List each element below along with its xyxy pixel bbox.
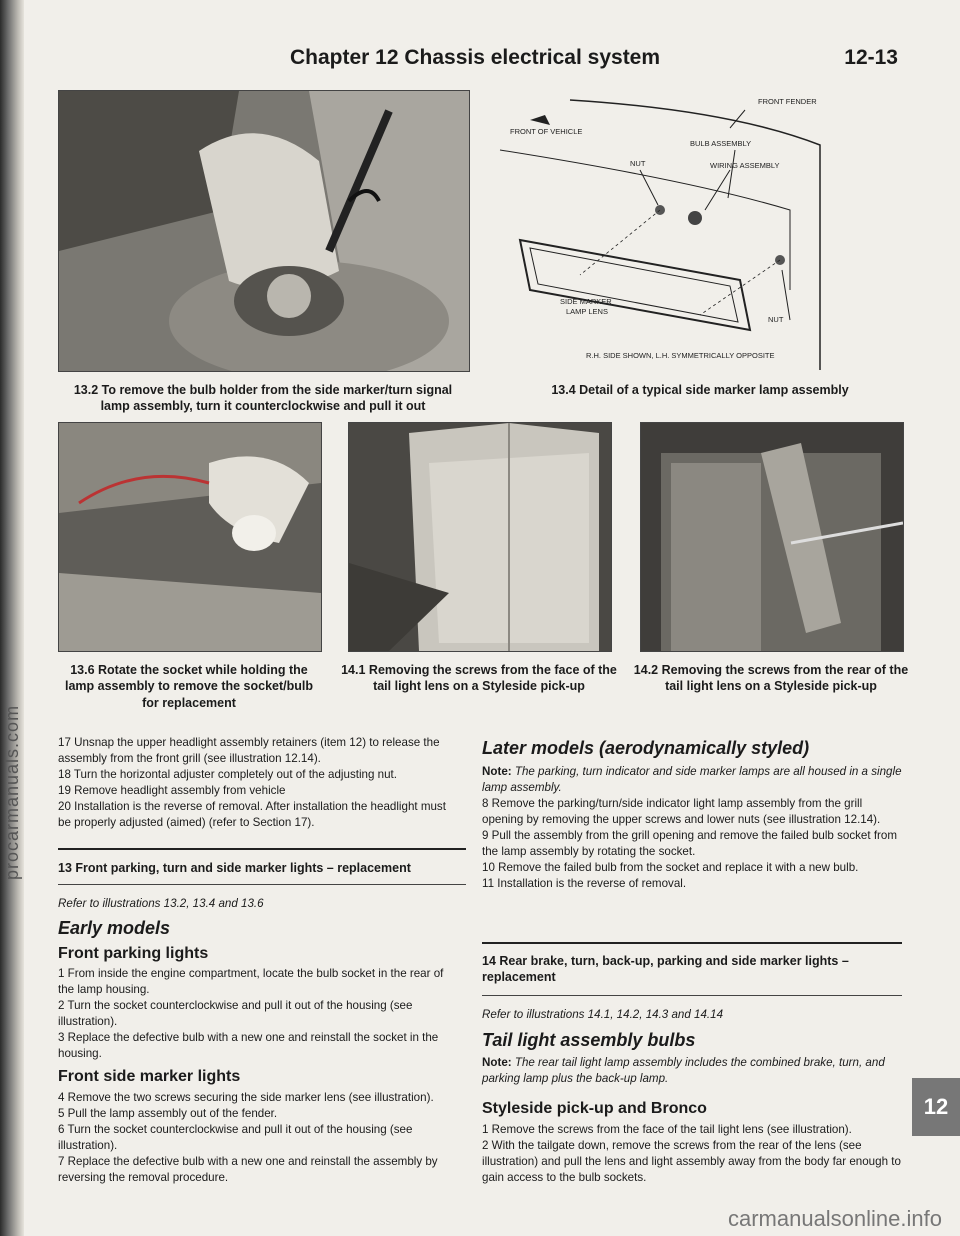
para-r2: 2 With the tailgate down, remove the screws from the rear of the lens (see illustration) and pull the lens and light assembly away from the body far enough to gain access to the bulb sockets. <box>482 1138 901 1184</box>
para-7: 7 Replace the defective bulb with a new one and reinstall the assembly by reversing the removal procedure. <box>58 1154 438 1184</box>
label-front-of-vehicle: FRONT OF VEHICLE <box>510 127 583 136</box>
para-10: 10 Remove the failed bulb from the socket and replace it with a new bulb. <box>482 860 859 874</box>
para-19: 19 Remove headlight assembly from vehicle <box>58 783 286 797</box>
page-header <box>290 42 910 82</box>
label-nut-top: NUT <box>630 159 646 168</box>
page-number: 12-13 <box>844 46 898 69</box>
para-4: 4 Remove the two screws securing the side marker lens (see illustration). <box>58 1091 434 1104</box>
section-14-title: 14 Rear brake, turn, back-up, parking and side marker lights – replacement <box>482 954 849 985</box>
photo-13-6-image <box>59 423 321 651</box>
left-col-side-marker <box>58 1090 460 1186</box>
label-rh-note: R.H. SIDE SHOWN, L.H. SYMMETRICALLY OPPOSITE <box>586 351 775 360</box>
side-watermark: procarmanuals.com <box>2 704 22 880</box>
para-9: 9 Pull the assembly from the grill opening and remove the failed bulb socket from the lamp assembly by rotating the socket. <box>482 828 898 858</box>
para-1: 1 From inside the engine compartment, locate the bulb socket in the rear of the lamp housing. <box>58 967 444 996</box>
right-col-later <box>482 764 902 892</box>
para-r1: 1 Remove the screws from the face of the tail light lens (see illustration). <box>482 1123 852 1136</box>
right-col-tail-note <box>482 1055 902 1087</box>
left-col-parking <box>58 966 460 1062</box>
caption-14-2: 14.2 Removing the screws from the rear of the tail light lens on a Styleside pick-up <box>633 663 909 694</box>
heading-tail-light: Tail light assembly bulbs <box>482 1030 696 1050</box>
ref-13: Refer to illustrations 13.2, 13.4 and 13.6 <box>58 897 264 910</box>
para-17: 17 Unsnap the upper headlight assembly retainers (item 12) to release the assembly from the front grill (see illustration 12.14). <box>58 736 440 765</box>
photo-14-1 <box>348 422 612 652</box>
note-2-label: Note: <box>482 1056 512 1069</box>
photo-14-2-image <box>641 423 903 651</box>
heading-later-models: Later models (aerodynamically styled) <box>482 738 810 758</box>
label-side-marker: SIDE MARKER <box>560 297 612 306</box>
photo-14-1-image <box>349 423 611 651</box>
para-6: 6 Turn the socket counterclockwise and pull it out of the housing (see illustration). <box>58 1122 413 1152</box>
caption-13-2: 13.2 To remove the bulb holder from the side marker/turn signal lamp assembly, turn it counterclockwise and pull it out <box>73 383 453 414</box>
diagram-13-4 <box>490 90 910 370</box>
caption-14-1: 14.1 Removing the screws from the face of the tail light lens on a Styleside pick-up <box>341 663 617 694</box>
chapter-tab: 12 <box>912 1078 960 1136</box>
note-2 <box>482 1055 902 1087</box>
section-13-title: 13 Front parking, turn and side marker lights – replacement <box>58 861 411 875</box>
label-bulb-assembly: BULB ASSEMBLY <box>690 139 752 148</box>
heading-early-models: Early models <box>58 918 171 938</box>
heading-front-parking: Front parking lights <box>58 945 209 962</box>
rule-sec14-bottom <box>482 995 902 996</box>
label-wiring-assembly: WIRING ASSEMBLY <box>710 161 780 170</box>
photo-13-2 <box>58 90 470 372</box>
label-lamp-lens: LAMP LENS <box>566 307 608 316</box>
rule-sec13-top <box>58 848 466 850</box>
note-2-text: The rear tail light lamp assembly includes the combined brake, turn, and parking lamp plus the back-up lamp. <box>482 1056 885 1085</box>
para-8: 8 Remove the parking/turn/side indicator light lamp assembly from the grill opening by removing the upper screws and lower nuts (see illustration 12.14). <box>482 796 881 826</box>
diagram-13-4-image <box>490 90 910 370</box>
para-18: 18 Turn the horizontal adjuster completely out of the adjusting nut. <box>58 767 398 781</box>
photo-14-2 <box>640 422 904 652</box>
para-20: 20 Installation is the reverse of removal. After installation the headlight must be properly adjusted (aimed) (refer to Section 17). <box>58 799 446 829</box>
photo-13-6 <box>58 422 322 652</box>
caption-13-4: 13.4 Detail of a typical side marker lamp assembly <box>551 383 849 397</box>
note-1 <box>482 764 902 796</box>
label-front-fender: FRONT FENDER <box>758 97 817 106</box>
note-1-text: The parking, turn indicator and side marker lamps are all housed in a single lamp assembly. <box>482 765 902 794</box>
ref-14: Refer to illustrations 14.1, 14.2, 14.3 and 14.14 <box>482 1008 724 1021</box>
para-11: 11 Installation is the reverse of removal. <box>482 876 687 890</box>
heading-front-side-marker: Front side marker lights <box>58 1068 241 1085</box>
para-3: 3 Replace the defective bulb with a new one and reinstall the socket in the housing. <box>58 1030 439 1060</box>
heading-styleside: Styleside pick-up and Bronco <box>482 1100 707 1117</box>
label-nut-right: NUT <box>768 315 784 324</box>
right-col-styleside <box>482 1122 902 1186</box>
para-5: 5 Pull the lamp assembly out of the fender. <box>58 1106 278 1120</box>
rule-sec14-top <box>482 942 902 944</box>
rule-sec13-bottom <box>58 884 466 885</box>
chapter-title: Chapter 12 Chassis electrical system <box>290 46 661 69</box>
note-1-label: Note: <box>482 765 512 778</box>
left-col-intro <box>58 735 460 831</box>
footer-watermark: carmanualsonline.info <box>727 1206 942 1231</box>
para-2: 2 Turn the socket counterclockwise and pull it out of the housing (see illustration). <box>58 998 413 1028</box>
caption-13-6: 13.6 Rotate the socket while holding the lamp assembly to remove the socket/bulb for replacement <box>65 663 313 710</box>
photo-13-2-image <box>59 91 469 371</box>
